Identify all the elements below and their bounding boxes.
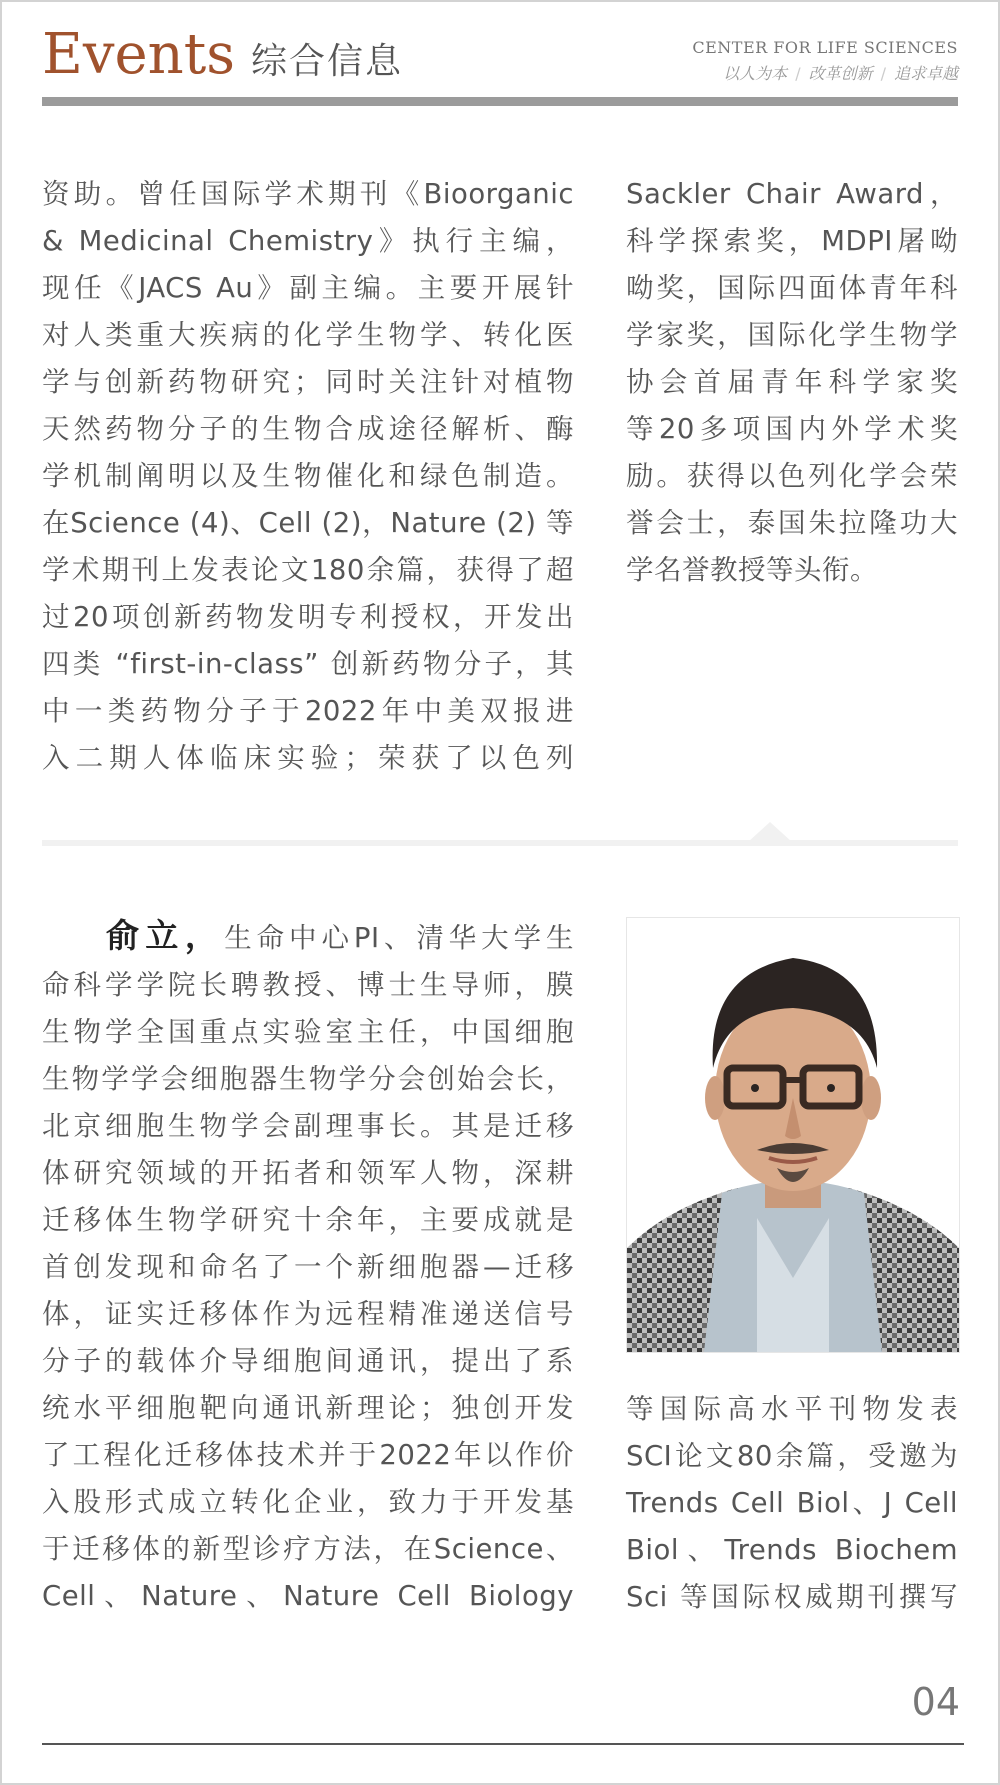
text-line: 对人类重大疾病的化学生物学、转化医 [42, 319, 574, 351]
text-line: 在Science (4)、Cell (2)，Nature (2) 等 [42, 507, 574, 539]
events-title: Events [42, 22, 235, 87]
text-line: Cell、Nature、Nature Cell Biology [42, 1580, 574, 1612]
text-line: 学机制阐明以及生物催化和绿色制造。 [42, 460, 574, 492]
text-line: Sci 等国际权威期刊撰写 [626, 1581, 958, 1613]
text-line: 现任《JACS Au》副主编。主要开展针 [42, 272, 574, 304]
page-number: 04 [911, 1680, 960, 1724]
text-line: 体研究领域的开拓者和领军人物，深耕 [42, 1157, 574, 1189]
text-line: 了工程化迁移体技术并于2022年以作价 [42, 1439, 574, 1471]
text-line: 过20项创新药物发明专利授权，开发出 [42, 601, 574, 633]
text-line: 学与创新药物研究；同时关注针对植物 [42, 366, 574, 398]
header-bar [42, 97, 958, 106]
text-line: 北京细胞生物学会副理事长。其是迁移 [42, 1110, 574, 1142]
portrait-illustration [627, 918, 959, 1352]
text-line: 入二期人体临床实验；荣获了以色列 [42, 742, 574, 774]
text-line: 分子的载体介导细胞间通讯，提出了系 [42, 1345, 574, 1377]
text-line: 学术期刊上发表论文180余篇，获得了超 [42, 554, 574, 586]
person-name: 俞立， [106, 916, 225, 955]
section2-left-column [42, 912, 574, 1620]
center-name: CENTER FOR LIFE SCIENCES [692, 38, 958, 57]
text-line: 迁移体生物学研究十余年，主要成就是 [42, 1204, 574, 1236]
text-line: 等20多项国内外学术奖 [626, 413, 958, 445]
section-divider [42, 840, 958, 846]
text-line: 资助。曾任国际学术期刊《Bioorganic [42, 178, 574, 210]
motto-2: 改革创新 [808, 64, 873, 83]
text-line: 生物学全国重点实验室主任，中国细胞 [42, 1016, 574, 1048]
text-line: Trends Cell Biol、J Cell [626, 1487, 958, 1519]
divider-notch [748, 822, 792, 842]
motto-separator: / [795, 64, 801, 83]
text-line: 首创发现和命名了一个新细胞器—迁移 [42, 1251, 574, 1283]
mottos [692, 61, 958, 84]
text-line: Biol、Trends Biochem [626, 1534, 958, 1566]
text-line: 命科学学院长聘教授、博士生导师，膜 [42, 969, 574, 1001]
header-brand [692, 38, 958, 84]
text-line: & Medicinal Chemistry》执行主编， [42, 225, 574, 257]
text-line: 天然药物分子的生物合成途径解析、酶 [42, 413, 574, 445]
text-line: 统水平细胞靶向通讯新理论；独创开发 [42, 1392, 574, 1424]
text-line: 体，证实迁移体作为远程精准递送信号 [42, 1298, 574, 1330]
motto-1: 以人为本 [723, 64, 788, 83]
text-line: 入股形式成立转化企业，致力于开发基 [42, 1486, 574, 1518]
text-line: 生命中心PI、清华大学生 [224, 922, 575, 954]
text-line: 学名誉教授等头衔。 [626, 554, 878, 586]
text-line: 励。获得以色列化学会荣 [626, 460, 958, 492]
header-title [42, 22, 403, 87]
text-line: 科学探索奖，MDPI屠呦 [626, 225, 958, 257]
portrait-photo [626, 917, 960, 1353]
text-line: 誉会士，泰国朱拉隆功大 [626, 507, 958, 539]
text-line: 生物学学会细胞器生物学分会创始会长， [42, 1063, 574, 1095]
text-line: 中一类药物分子于2022年中美双报进 [42, 695, 574, 727]
text-line: 协会首届青年科学家奖 [626, 366, 958, 398]
text-line: 学家奖，国际化学生物学 [626, 319, 958, 351]
text-line: 于迁移体的新型诊疗方法，在Science、 [42, 1533, 574, 1565]
text-line: 呦奖，国际四面体青年科 [626, 272, 958, 304]
section1-right-column [626, 171, 958, 594]
text-line-first [42, 912, 574, 962]
section1-left-column [42, 171, 574, 782]
text-line: SCI论文80余篇，受邀为 [626, 1440, 958, 1472]
motto-3: 追求卓越 [893, 64, 958, 83]
section2-right-column [626, 1386, 958, 1621]
text-line: Sackler Chair Award， [626, 178, 958, 210]
events-title-cn: 综合信息 [250, 41, 403, 82]
footer-line [42, 1743, 964, 1745]
text-line: 四类 “first-in-class” 创新药物分子，其 [42, 648, 574, 680]
motto-separator: / [880, 64, 886, 83]
text-line: 等国际高水平刊物发表 [626, 1393, 958, 1425]
